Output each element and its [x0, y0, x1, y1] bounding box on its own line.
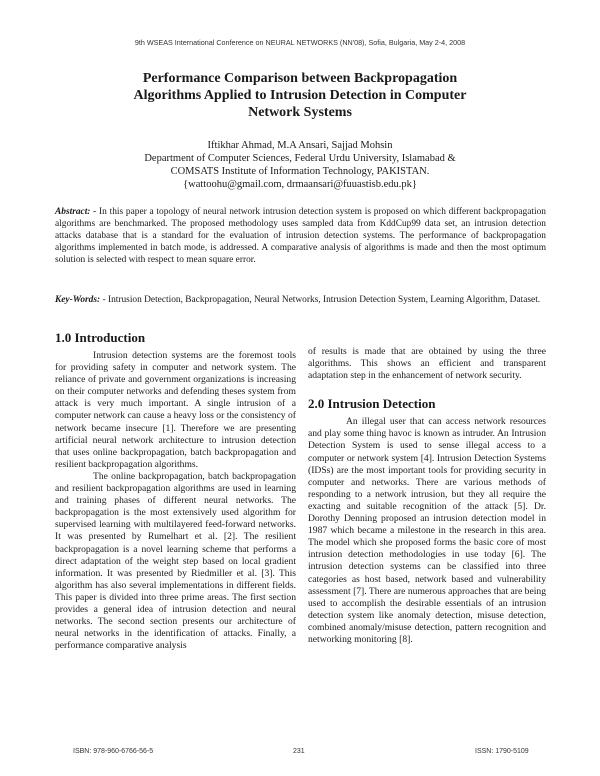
- keywords-text: - Intrusion Detection, Backpropagation, Neural Networks, Intrusion Detection System, Learning Algorithm, Dataset.: [100, 295, 541, 305]
- intro-paragraph-2: The online backpropagation, batch backpropagation and resilient backpropagation algorithms are used in learning and training phases of different neural networks. The backpropagation is the most extensively used algorithm for supervised learning with multilayered feed-forward networks. It was presented by Rumelhart et al. [2]. The resilient backpropagation is a novel learning scheme that performs a direct adaptation of the weight step based on local gradient information. It was presented by Riedmiller et al. [3]. This algorithm has also several implementations in different fields. This paper is divided into three prime areas. The first section provides a general idea of intrusion detection and neural networks. The second section presents our architecture of neural networks in the identification of attacks. Finally, a performance comparative analysis: [55, 470, 296, 652]
- left-column: [55, 330, 296, 652]
- title-line: Algorithms Applied to Intrusion Detection in Computer: [133, 88, 467, 103]
- keywords-label: Key-Words:: [55, 295, 101, 305]
- right-column: [308, 346, 546, 646]
- author-institution: COMSATS Institute of Information Technology, PAKISTAN.: [170, 166, 430, 177]
- intro-paragraph-3: of results is made that are obtained by using the three algorithms. This shows an efficient and transparent adaptation step in the enhancement of network security.: [308, 346, 546, 382]
- intrusion-paragraph-1: An illegal user that can access network resources and play some thing havoc is known as intruder. An Intrusion Detection System is used to sense illegal access to a computer or network system [4]. Intrusion Detection Systems (IDSs) are the most important tools for providing security in computer and networks. There are various methods of responding to a network intrusion, but they all require the exacting and suitable recognition of the attack [5]. Dr. Dorothy Denning proposed an intrusion detection model in 1987 which became a milestone in the research in this area. The model which she proposed forms the basic core of most intrusion detection methodologies in use today [6]. The intrusion detection systems can be classified into three categories as host based, network based and vulnerability assessment [7]. There are numerous approaches that are being used to accomplish the desirable essentials of an intrusion detection system like anomaly detection, misuse detection, combined anomaly/misuse detection, pattern recognition and networking monitoring [8].: [308, 416, 546, 645]
- conference-header: 9th WSEAS International Conference on NEURAL NETWORKS (NN'08), Sofia, Bulgaria, May 2-4, 2008: [134, 38, 466, 47]
- footer-isbn: ISBN: 978-960-6766-56-5: [73, 748, 154, 755]
- title-line: Performance Comparison between Backpropagation: [142, 71, 458, 86]
- footer-issn: ISSN: 1790-5109: [475, 748, 529, 755]
- abstract-label: Abstract: -: [55, 207, 97, 217]
- paper-title: [60, 70, 540, 121]
- author-names: Iftikhar Ahmad, M.A Ansari, Sajjad Mohsin: [207, 140, 393, 151]
- author-block: [60, 139, 540, 191]
- intro-paragraph-1: Intrusion detection systems are the foremost tools for providing safety in computer and network system. The reliance of private and government organizations is increasing on their computer networks and defending theses system from attack is very much important. A single intrusion of a computer network can cause a heavy loss or the consistency of network became insecure [1]. Therefore we are presenting artificial neural network architecture to intrusion detection that uses online backpropagation, batch backpropagation and resilient backpropagation algorithms.: [55, 350, 296, 470]
- abstract-text: In this paper a topology of neural network intrusion detection system is proposed on which different backpropagation algorithms are benchmarked. The proposed methodology uses sampled data from KddCup99 data set, an intrusion detection attacks database that is a standard for the evaluation of intrusion detection systems. The performance of backpropagation algorithms implemented in batch mode, is addressed. A comparative analysis of algorithms is made and then the most optimum solution is selected with respect to mean square error.: [55, 207, 546, 265]
- footer-page-number: 231: [293, 748, 305, 755]
- author-emails: {wattoohu@gmail.com, drmaansari@fuuastisb.edu.pk}: [183, 179, 417, 190]
- author-department: Department of Computer Sciences, Federal Urdu University, Islamabad &: [144, 153, 456, 164]
- title-line: Network Systems: [248, 105, 352, 120]
- keywords: [55, 294, 546, 306]
- intro-heading: 1.0 Introduction: [55, 330, 146, 345]
- abstract: [55, 206, 546, 266]
- intrusion-heading: 2.0 Intrusion Detection: [308, 396, 436, 412]
